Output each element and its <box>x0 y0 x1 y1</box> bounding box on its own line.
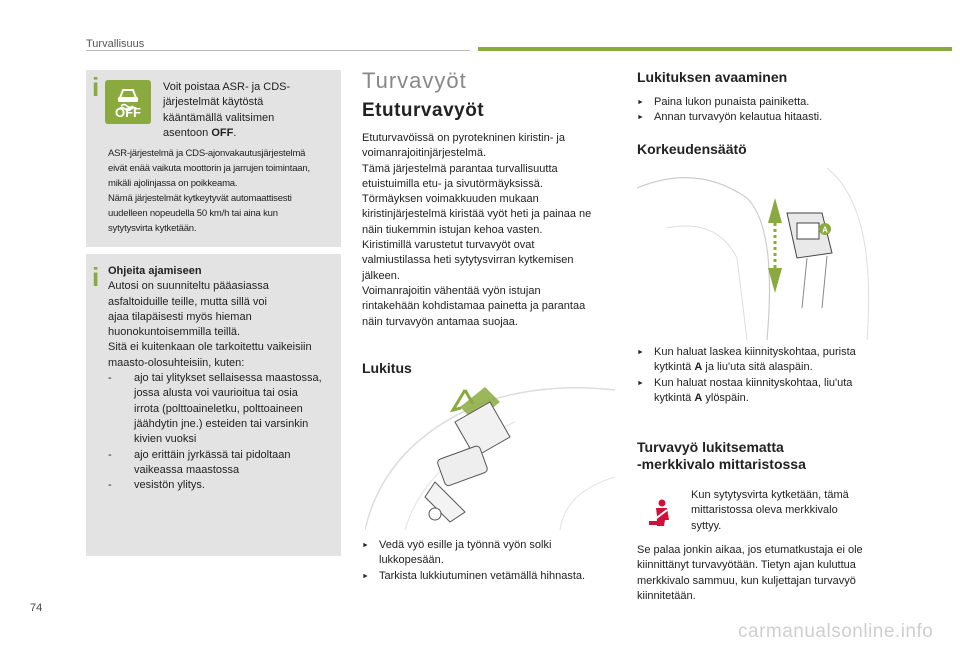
text-line: rintakehään kohdistamaa painetta ja parantaa <box>362 300 586 313</box>
text-line: huonokuntoisemmilla teillä. <box>108 326 241 339</box>
driving-advice <box>108 264 340 493</box>
height-adjust-steps <box>637 345 902 406</box>
text-line: Autosi on suunniteltu pääasiassa <box>108 280 269 293</box>
section-title-locking: Lukitus <box>362 360 412 376</box>
text-line: uudelleen nopeudella 50 km/h tai aina kun <box>108 208 278 219</box>
asr-note <box>108 146 340 236</box>
asr-off-icon <box>105 80 151 124</box>
text-line: ► Kun haluat laskea kiinnityskohtaa, purista <box>654 346 856 358</box>
text-line: jäähdytin jne.) esteiden tai varsinkin <box>134 417 309 430</box>
text-line: ASR-järjestelmä ja CDS-ajonvakautusjärjestelmä <box>108 148 306 159</box>
text-line: kiinnittänyt turvavyötään. Tietyn ajan kuluttua <box>637 559 856 572</box>
text-line: etuistuimilla etu- ja sivutörmäyksissä. <box>362 177 543 190</box>
text-span: ja liu'uta sitä alaspäin. <box>702 361 813 374</box>
text-line: - ajo tai ylitykset sellaisessa maastossa, <box>134 372 322 385</box>
text-line: ► Paina lukon punaista painiketta. <box>654 96 810 108</box>
text-line: mittaristossa oleva merkkivalo <box>691 504 838 517</box>
driving-title: Ohjeita ajamiseen <box>108 265 202 277</box>
list-item <box>362 569 617 584</box>
list-item <box>637 345 902 376</box>
text-line: vaikeassa maastossa <box>134 463 240 476</box>
list-item <box>637 95 897 110</box>
page-number: 74 <box>30 602 43 614</box>
list-item <box>637 110 897 125</box>
list-item <box>637 376 902 407</box>
text-line: Se palaa jonkin aikaa, jos etumatkustaja ei ole <box>637 544 863 556</box>
text-line: Kun sytytysvirta kytketään, tämä <box>691 489 849 501</box>
section-title-unlocking: Lukituksen avaaminen <box>637 69 788 85</box>
text-line: kääntämällä valitsimen <box>163 111 275 124</box>
seatbelt-buckle-illustration <box>365 382 615 530</box>
text-line: eivät enää vaikuta moottorin ja jarrujen toimintaan, <box>108 163 310 174</box>
text-line: näin tiukemmin istujan kehoa vasten. <box>362 223 543 236</box>
text-line: asfaltoiduille teille, mutta sillä voi <box>108 295 267 308</box>
text-line: ► Kun haluat nostaa kiinnityskohtaa, liu'uta <box>654 376 853 389</box>
text-span: asentoon <box>163 126 212 139</box>
text-line: jossa alusta voi vaurioitua tai osia <box>134 387 298 400</box>
list-item <box>108 371 340 447</box>
text-line <box>654 391 902 406</box>
belt-height-adjust-illustration <box>637 168 887 340</box>
text-line: sytytysvirta kytketään. <box>108 223 197 234</box>
text-line: irrota (polttoaineletku, polttoaineen <box>134 402 303 415</box>
text-line: kivien vuoksi <box>134 433 197 446</box>
list-item <box>362 538 617 569</box>
page-title: Turvavyöt <box>362 68 467 93</box>
text-line: jälkeen. <box>362 269 400 282</box>
text-line <box>654 360 902 375</box>
text-line: syttyy. <box>691 519 722 532</box>
text-span: kytkintä <box>654 391 695 404</box>
text-line: Nämä järjestelmät kytkeytyvät automaattisesti <box>108 193 292 204</box>
text-line: ► Annan turvavyön kelautua hitaasti. <box>654 111 823 124</box>
section-title-front-belts: Etuturvavyöt <box>362 100 485 121</box>
section-title-height-adjust: Korkeudensäätö <box>637 141 747 157</box>
text-line: Törmäyksen voimakkuuden mukaan <box>362 193 539 206</box>
text-line: valmiustilassa heti sytytysvirran kytkemisen <box>362 254 574 267</box>
text-line: - ajo erittäin jyrkässä tai pidoltaan <box>134 448 291 461</box>
text-line: kiristinjärjestelmä kiristää vyöt heti ja painaa ne <box>362 208 592 221</box>
section-title-warning-light <box>637 439 806 473</box>
text-line: Tämä järjestelmä parantaa turvallisuutta <box>362 162 558 175</box>
header-divider <box>86 50 470 51</box>
warning-icon-text <box>691 488 891 534</box>
label-a: A <box>822 225 828 235</box>
warning-description <box>637 543 907 604</box>
off-bold: OFF <box>211 126 234 139</box>
text-line: Sitä ei kuitenkaan ole tarkoitettu vaikeisiin <box>108 341 312 354</box>
off-label: OFF <box>115 105 141 120</box>
switch-label: A <box>694 361 703 374</box>
text-line: maasto-olosuhteisiin, kuten: <box>108 356 245 369</box>
text-line: lukkopesään. <box>379 554 444 567</box>
list-item <box>108 478 340 493</box>
list-item <box>108 448 340 479</box>
text-line: Voimanrajoitin vähentää vyön istujan <box>362 284 541 297</box>
watermark: carmanualsonline.info <box>738 621 934 642</box>
text-line: Etuturvavöissä on pyrotekninen kiristin- ja <box>362 132 565 144</box>
text-line: -merkkivalo mittaristossa <box>637 456 806 472</box>
text-line: näin turvavyön antamaa suojaa. <box>362 315 518 328</box>
text-line: kiinnitetään. <box>637 589 696 602</box>
text-line: Turvavyö lukitsematta <box>637 439 784 455</box>
text-line: ► Vedä vyö esille ja työnnä vyön solki <box>379 539 552 551</box>
text-line: Kiristimillä varustetut turvavyöt ovat <box>362 239 535 252</box>
text-line: Voit poistaa ASR- ja CDS- <box>163 81 291 93</box>
asr-intro <box>163 80 333 141</box>
text-line: mikäli ajolinjassa on poikkeama. <box>108 178 238 189</box>
text-line: - vesistön ylitys. <box>134 479 205 492</box>
text-line <box>163 126 333 141</box>
text-line: voimanrajoitinjärjestelmä. <box>362 147 487 160</box>
info-icon: i <box>92 262 100 292</box>
text-span: ylöspäin. <box>702 391 749 404</box>
switch-label: A <box>694 391 703 404</box>
section-header: Turvallisuus <box>86 38 145 50</box>
header-accent-bar <box>478 47 952 51</box>
text-line: ajaa tilapäisesti myös hieman <box>108 310 252 323</box>
text-line: merkkivalo sammuu, kun kuljettajan turvavyö <box>637 574 856 587</box>
text-span: kytkintä <box>654 361 695 374</box>
front-belts-text <box>362 131 617 330</box>
text-line: ► Tarkista lukkiutuminen vetämällä hihnasta. <box>379 569 586 582</box>
text-line: järjestelmät käytöstä <box>163 96 264 109</box>
terrain-list <box>108 371 340 493</box>
unlocking-steps <box>637 95 897 126</box>
text-span: . <box>233 126 237 139</box>
locking-steps <box>362 538 617 584</box>
info-icon: i <box>92 72 100 102</box>
seatbelt-warning-icon <box>645 498 675 528</box>
